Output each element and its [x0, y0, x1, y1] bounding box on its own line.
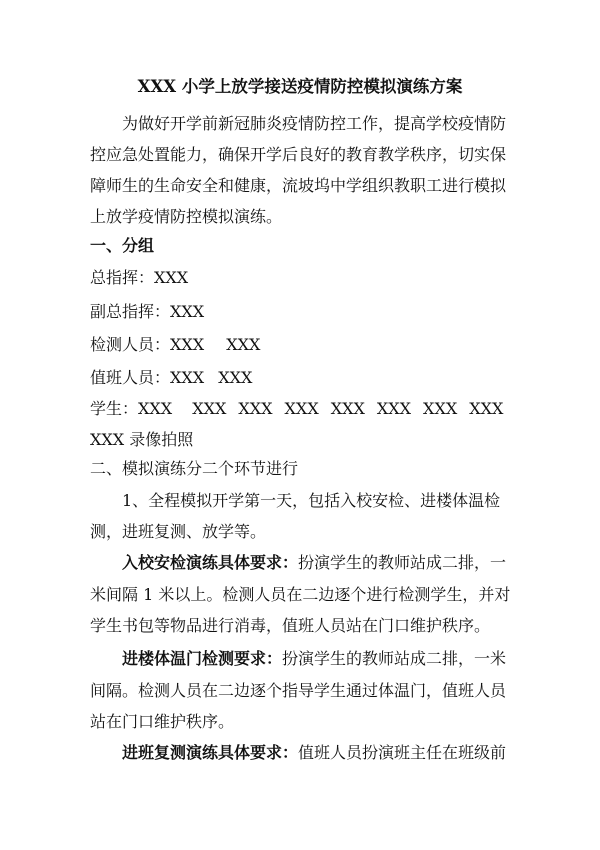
deputy-row — [90, 302, 204, 322]
duty-name: XXX — [218, 368, 253, 387]
req2-line-1 — [122, 649, 506, 669]
document-title: XXX 小学上放学接送疫情防控模拟演练方案 — [137, 77, 463, 96]
student-name: XXX — [376, 399, 412, 418]
req1-text: 扮演学生的教师站成二排，一 — [298, 553, 507, 572]
students-row — [90, 399, 503, 419]
commander-name: XXX — [154, 268, 189, 287]
student-name: XXX — [138, 399, 173, 418]
student-name: XXX — [330, 399, 365, 418]
duty-label: 值班人员： — [90, 368, 171, 387]
student-name: XXX — [238, 399, 273, 418]
intro-line-1: 为做好开学前新冠肺炎疫情防控工作，提高学校疫情防 — [122, 114, 507, 133]
req1-label: 入校安检演练具体要求： — [122, 553, 299, 572]
intro-line-4: 上放学疫情防控模拟演练。 — [90, 207, 283, 226]
commander-row — [90, 268, 188, 288]
student-name: XXX — [192, 399, 227, 418]
section2-heading: 二、模拟演练分二个环节进行 — [90, 459, 299, 478]
req3-text: 值班人员扮演班主任在班级前 — [298, 743, 507, 762]
req2-line-3: 站在门口维护秩序。 — [90, 712, 235, 731]
req2-label: 进楼体温门检测要求： — [122, 649, 283, 668]
commander-label: 总指挥： — [90, 268, 155, 287]
student-name: XXX — [284, 399, 319, 418]
tester-name: XXX — [170, 335, 205, 354]
section1-heading: 一、分组 — [90, 236, 155, 255]
req3-label: 进班复测演练具体要求： — [122, 743, 299, 762]
req2-line-2: 间隔。检测人员在二边逐个指导学生通过体温门，值班人员 — [90, 681, 507, 700]
step1-line-1: 1、全程模拟开学第一天，包括入校安检、进楼体温检 — [122, 491, 501, 510]
req1-line-1 — [122, 553, 506, 573]
deputy-label: 副总指挥： — [90, 302, 171, 321]
req3-line-1 — [122, 743, 506, 763]
intro-line-2: 控应急处置能力，确保开学后良好的教育教学秩序，切实保 — [90, 145, 507, 164]
student-name: XXX — [469, 399, 504, 418]
tester-name: XXX — [226, 335, 261, 354]
students-label: 学生： — [90, 399, 139, 418]
duty-name: XXX — [170, 368, 205, 387]
duty-row — [90, 368, 252, 388]
req1-line-3: 学生书包等物品进行消毒，值班人员站在门口维护秩序。 — [90, 616, 491, 635]
recorder-row — [90, 430, 193, 450]
recorder-task: 录像拍照 — [124, 430, 194, 449]
req1-line-2: 米间隔 1 米以上。检测人员在二边逐个进行检测学生，并对 — [90, 585, 511, 604]
deputy-name: XXX — [170, 302, 205, 321]
recorder-name: XXX — [90, 430, 125, 449]
step1-line-2: 测，进班复测、放学等。 — [90, 522, 267, 541]
testers-row — [90, 335, 260, 355]
student-name: XXX — [423, 399, 458, 418]
req2-text: 扮演学生的教师站成二排，一米 — [282, 649, 507, 668]
intro-line-3: 障师生的生命安全和健康，流坡坞中学组织教职工进行模拟 — [90, 176, 507, 195]
testers-label: 检测人员： — [90, 335, 171, 354]
